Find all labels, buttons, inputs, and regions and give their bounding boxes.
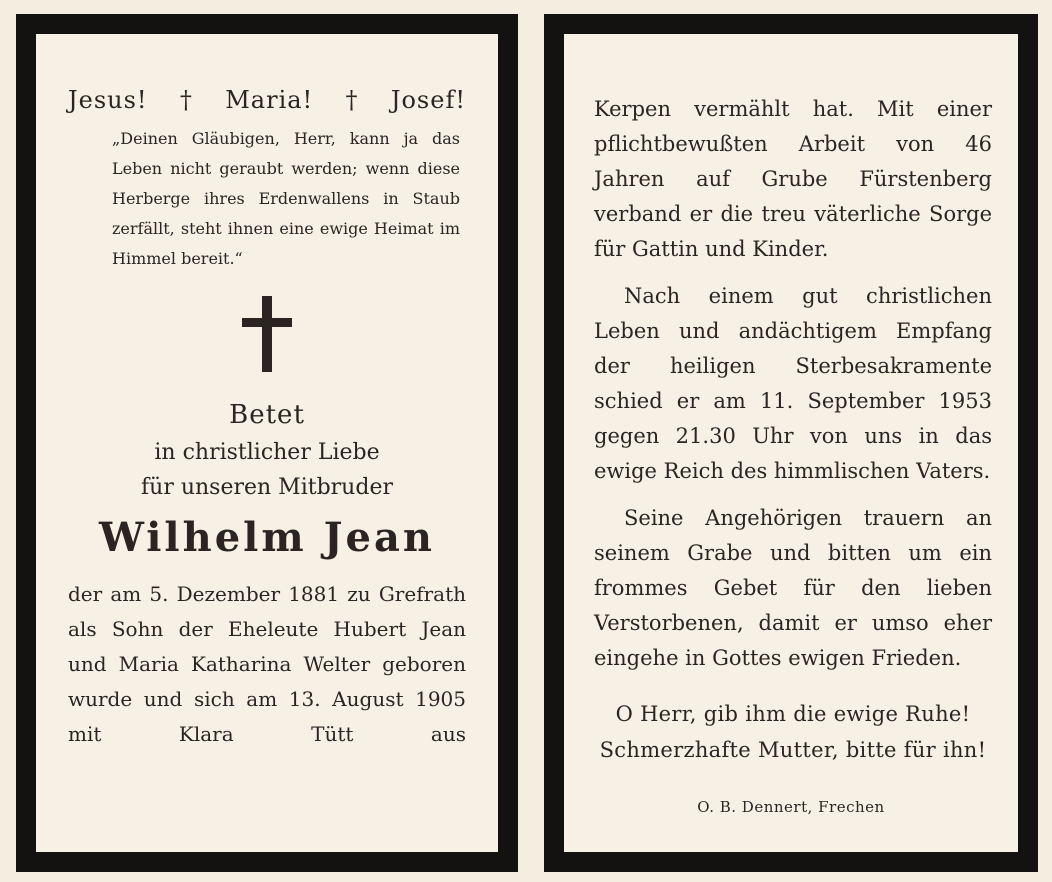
intro-line-1: in christlicher Liebe (154, 440, 380, 465)
invocation-maria: Maria! (225, 86, 314, 114)
cross-container (66, 296, 468, 386)
printer-imprint: O. B. Dennert, Frechen (697, 798, 885, 816)
right-page (544, 14, 1038, 872)
death-paragraph: Nach einem gut christlichen Leben und andächtigem Empfang der heiligen Sterbesakramente schied er am 11. September 1953 gegen 21.30 Uhr von uns in das ewige Reich des himmlischen Vaters. (594, 284, 992, 483)
invocation-jesus: Jesus! (68, 86, 148, 114)
left-page (16, 14, 518, 872)
mourning-paragraph: Seine Angehörigen trauern an seinem Grabe und bitten um ein frommes Gebet für den lieben Verstorbenen, damit er umso eher eingehe in Gottes ewigen Frieden. (594, 506, 992, 670)
scripture-quote: „Deinen Gläubigen, Herr, kann ja das Leben nicht geraubt werden; wenn diese Herberge ihres Erdenwallens in Staub zerfällt, steht ihnen eine ewige Heimat im Himmel bereit.“ (112, 129, 460, 268)
invocation-line (68, 86, 466, 114)
intro-line-2: für unseren Mitbruder (141, 475, 393, 500)
invocation-josef: Josef! (390, 86, 466, 114)
deceased-name: Wilhelm Jean (99, 514, 435, 561)
small-cross-icon: † (345, 86, 359, 114)
small-cross-icon: † (179, 86, 193, 114)
latin-cross-icon (242, 296, 292, 372)
right-page-content (564, 34, 1018, 852)
closing-prayers (594, 696, 992, 768)
left-page-content (36, 34, 498, 852)
biography-continued: Kerpen vermählt hat. Mit einer pflichtbewußten Arbeit von 46 Jahren auf Grube Fürstenberg verband er die treu väterliche Sorge für Gattin und Kinder. (594, 97, 992, 261)
pray-heading: Betet (229, 400, 305, 430)
prayer-sorrowful-mother: Schmerzhafte Mutter, bitte für ihn! (599, 738, 987, 762)
biography-text: der am 5. Dezember 1881 zu Grefrath als Sohn der Eheleute Hubert Jean und Maria Katharina Welter geboren wurde und sich am 13. August 1905 mit Klara Tütt aus (68, 582, 466, 746)
prayer-eternal-rest: O Herr, gib ihm die ewige Ruhe! (615, 702, 971, 726)
